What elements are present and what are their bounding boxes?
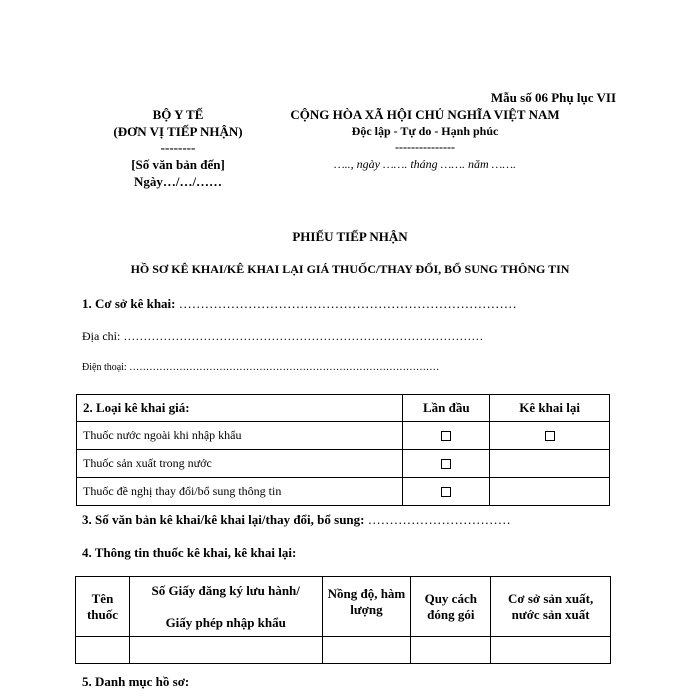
republic-name: CỘNG HÒA XÃ HỘI CHỦ NGHĨA VIỆT NAM: [290, 107, 560, 122]
drug-info-table: [75, 576, 611, 664]
table-header-row: [76, 577, 611, 637]
address-dots: ………………………………………………………………………………: [120, 329, 484, 343]
row-label: Thuốc đề nghị thay đổi/bổ sung thông tin: [77, 478, 403, 506]
concentration-header: Nồng độ, hàm lượng: [322, 577, 411, 637]
manufacturer-cell[interactable]: [491, 637, 611, 664]
right-separator: ---------------: [395, 140, 455, 154]
address-line: [82, 329, 483, 344]
redeclare-header: Kê khai lại: [490, 395, 610, 422]
phone-dots: …………………………………………………………………………………: [126, 362, 440, 373]
incoming-document-number: [Số văn bản đến]: [131, 157, 225, 172]
registration-number-header: Số Giấy đăng ký lưu hành/ Giấy phép nhập khẩu: [129, 577, 322, 637]
declaration-type-table: [76, 394, 610, 506]
table-row: [76, 637, 611, 664]
address-label: Địa chỉ:: [82, 329, 121, 343]
row-label: Thuốc sản xuất trong nước: [77, 450, 403, 478]
form-number: Mẫu số 06 Phụ lục VII: [490, 90, 616, 105]
place-date-line: ….., ngày ……. tháng ……. năm …….: [333, 157, 516, 171]
section-1-declarant: [82, 296, 517, 312]
drug-name-cell[interactable]: [76, 637, 130, 664]
first-time-checkbox[interactable]: [441, 487, 451, 497]
doc-number-dots: ……………………………: [364, 512, 511, 527]
receiving-unit: (ĐƠN VỊ TIẾP NHẬN): [113, 124, 243, 139]
table-row: [77, 450, 610, 478]
section-5-title: 5. Danh mục hồ sơ:: [82, 674, 190, 689]
document-subtitle: HỒ SƠ KÊ KHAI/KÊ KHAI LẠI GIÁ THUỐC/THAY ĐỔI, BỔ SUNG THÔNG TIN: [130, 262, 570, 276]
registration-number-cell[interactable]: [129, 637, 322, 664]
first-time-checkbox[interactable]: [441, 459, 451, 469]
concentration-cell[interactable]: [322, 637, 411, 664]
section-4-title: 4. Thông tin thuốc kê khai, kê khai lại:: [82, 545, 297, 560]
table-row: [77, 478, 610, 506]
declarant-label: 1. Cơ sở kê khai:: [82, 296, 176, 311]
document-title: PHIẾU TIẾP NHẬN: [292, 229, 408, 244]
packaging-cell[interactable]: [411, 637, 491, 664]
receipt-date: Ngày…/…/……: [133, 174, 223, 189]
redeclare-checkbox[interactable]: [545, 431, 555, 441]
table-row: [77, 422, 610, 450]
manufacturer-header: Cơ sở sản xuất, nước sản xuất: [491, 577, 611, 637]
phone-line: [82, 362, 439, 373]
ministry-name: BỘ Y TẾ: [152, 107, 204, 122]
left-separator: --------: [160, 140, 196, 155]
drug-name-header: Tên thuốc: [76, 577, 130, 637]
doc-number-label: 3. Số văn bản kê khai/kê khai lại/thay đổi, bổ sung:: [82, 512, 365, 527]
declarant-dots: ……………………………………………………………………: [175, 296, 517, 311]
row-label: Thuốc nước ngoài khi nhập khẩu: [77, 422, 403, 450]
phone-label: Điện thoại:: [82, 362, 127, 373]
first-time-checkbox[interactable]: [441, 431, 451, 441]
declaration-type-header: 2. Loại kê khai giá:: [77, 395, 403, 422]
first-time-header: Lần đầu: [403, 395, 490, 422]
section-3-doc-number: [82, 512, 511, 528]
packaging-header: Quy cách đóng gói: [411, 577, 491, 637]
national-motto: Độc lập - Tự do - Hạnh phúc: [351, 124, 499, 138]
table-header-row: [77, 395, 610, 422]
